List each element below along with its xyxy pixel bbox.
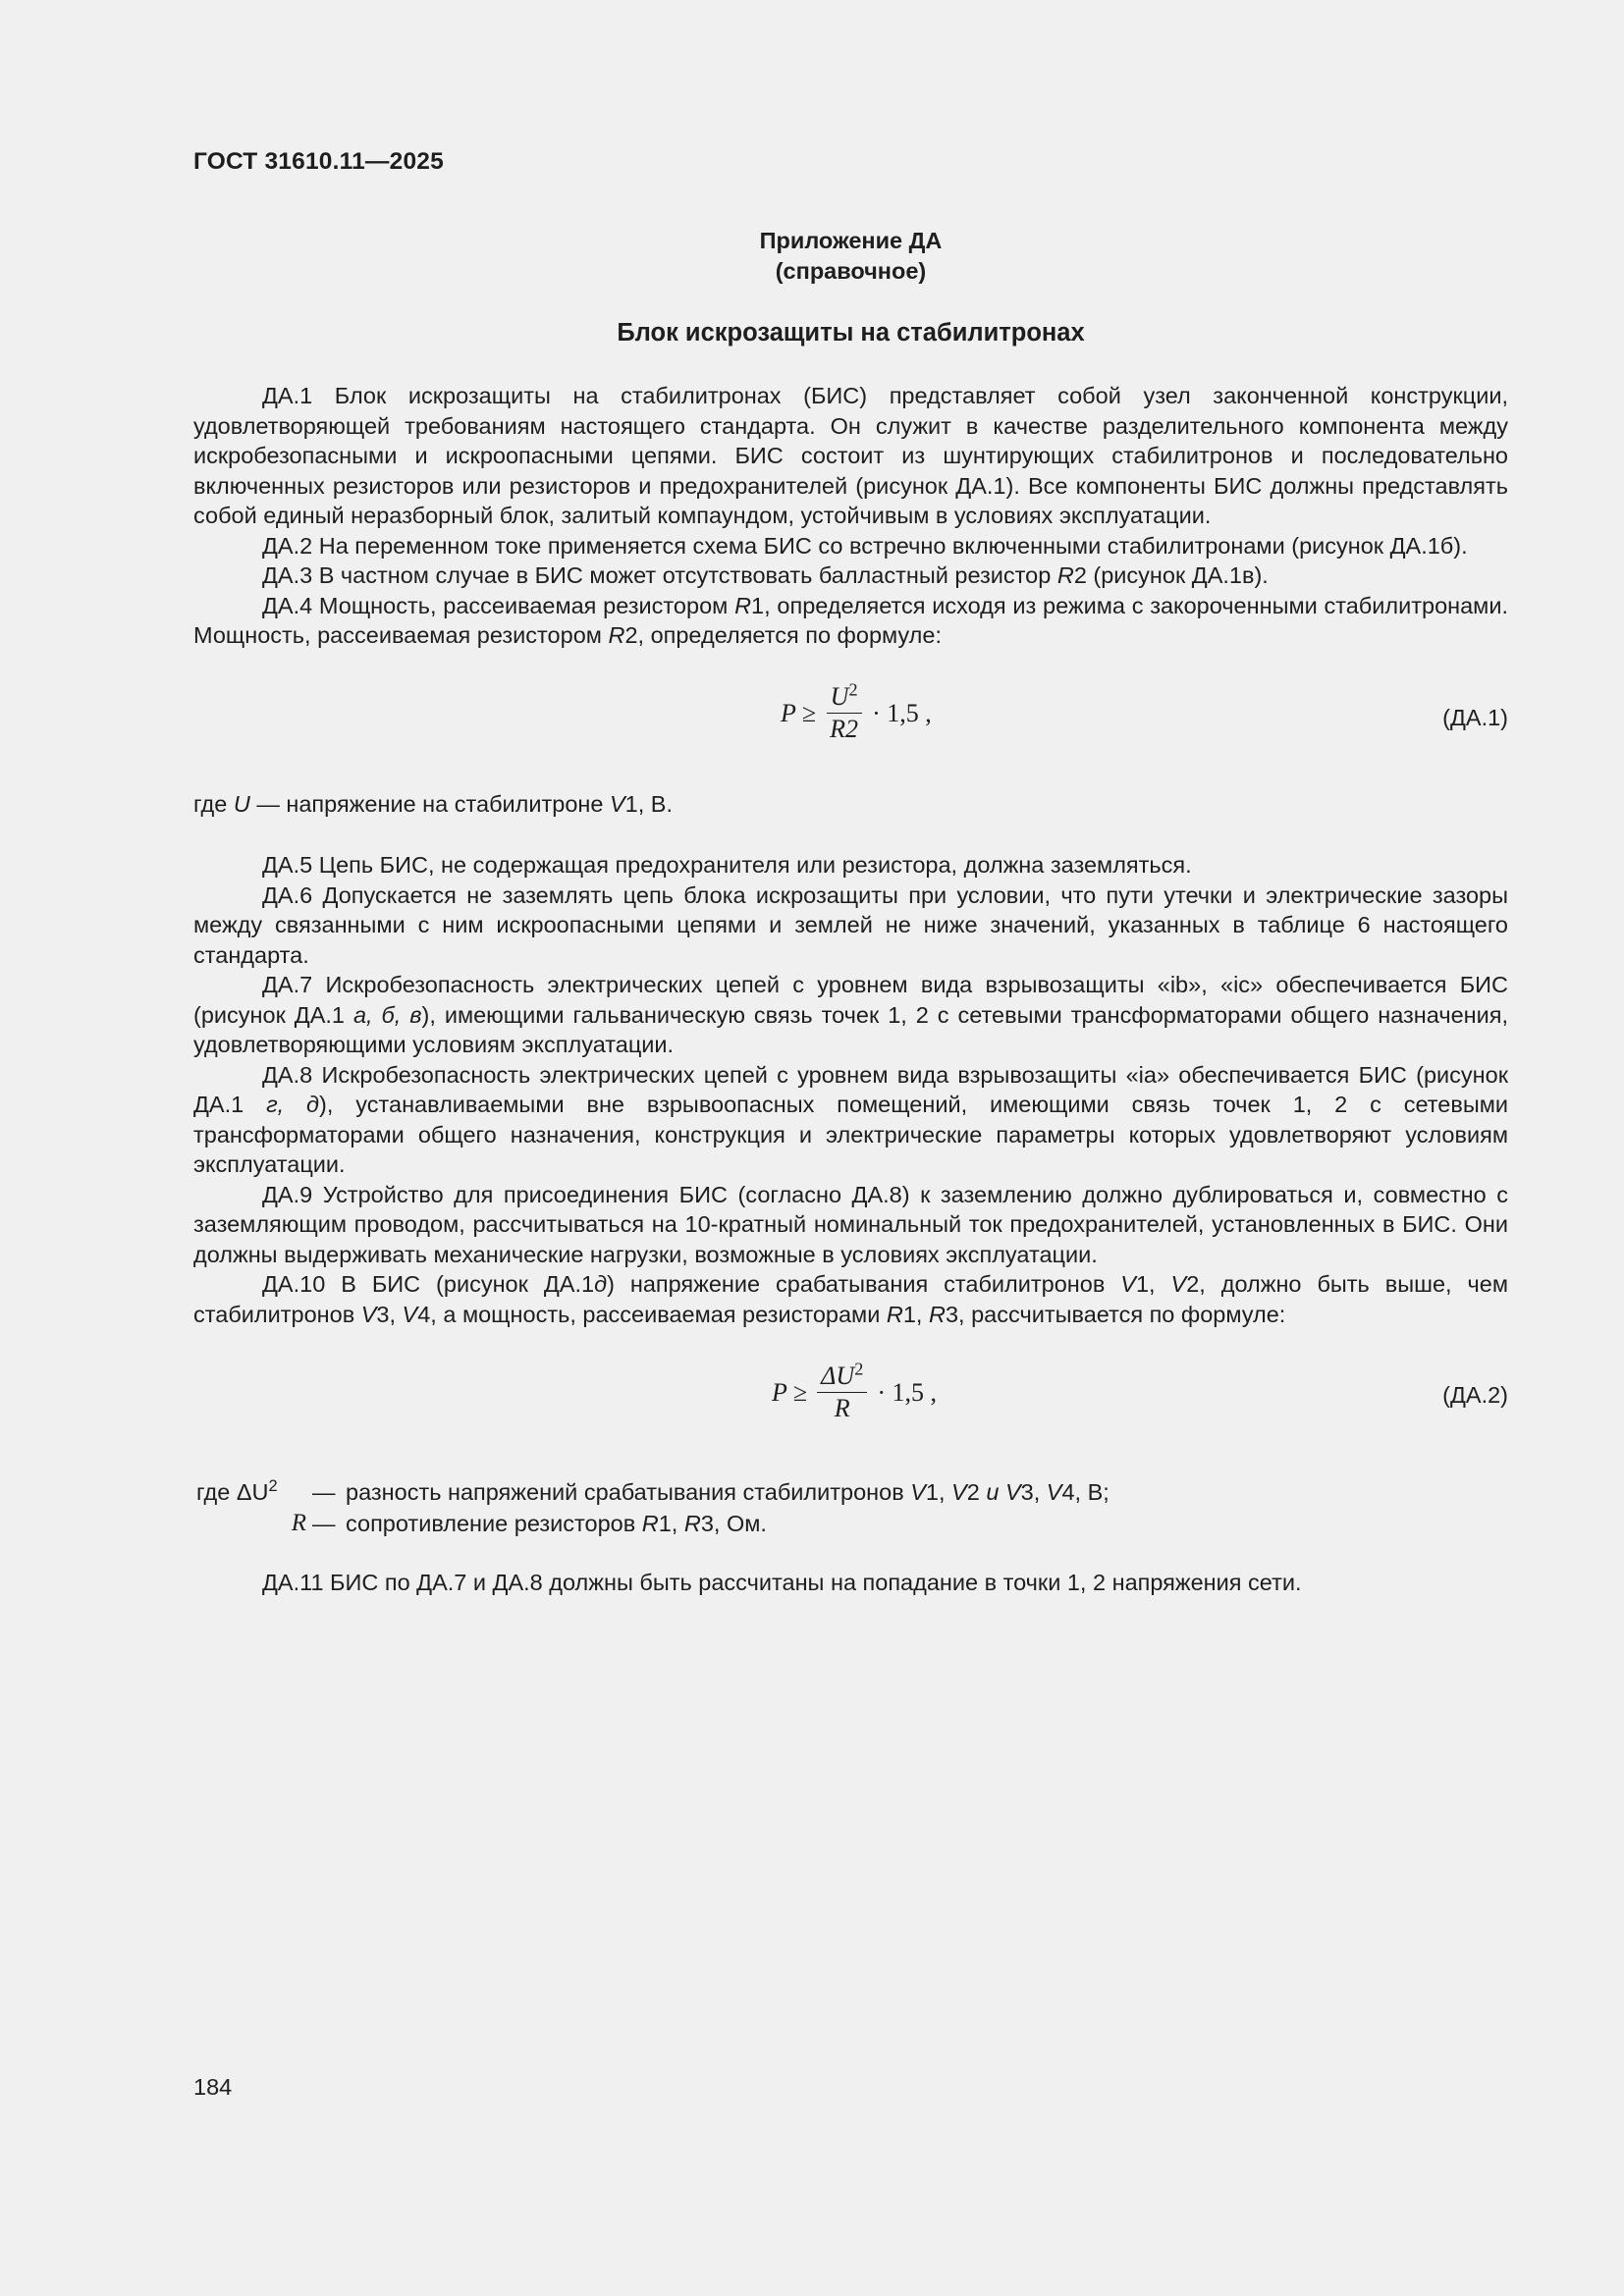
formula-legend-2: [196, 1476, 1110, 1539]
body-block-1: [193, 381, 1508, 651]
fraction: $\frac{\Delta U^2}{R}$: [817, 1362, 867, 1422]
body-block-2: [193, 850, 1508, 1329]
paragraph-da6: ДА.6 Допускается не заземлять цепь блока искрозащиты при условии, что пути утечки и электрические зазоры между связанными с ним искроопасными цепями и землей не ниже значений, указанных в таблице 6 настоящего стандарта.: [193, 881, 1508, 968]
fraction: $\frac{U^2}{R2}$: [826, 683, 862, 743]
annex-heading: [193, 226, 1508, 287]
paragraph-da1: ДА.1 Блок искрозащиты на стабилитронах (БИС) представляет собой узел законченной конструкции, удовлетворяющей требованиям настоящего стандарта. Он служит в качестве разделительного компонента между искробезопасными и искроопасными цепями. БИС состоит из шунтирующих стабилитронов и последовательно включенных резисторов или резисторов и предохранителей (рисунок ДА.1). Все компоненты БИС должны представлять собой единый неразборный блок, залитый компаундом, устойчивым в условиях эксплуатации.: [193, 383, 1508, 528]
page-number: 184: [193, 2074, 233, 2100]
paragraph-da9: ДА.9 Устройство для присоединения БИС (согласно ДА.8) к заземлению должно дублироваться и, совместно с заземляющим проводом, рассчитываться на 10-кратный номинальный ток предохранителей, установленных в БИС. Они должны выдерживать механические нагрузки, возможные в условиях эксплуатации.: [193, 1181, 1508, 1267]
formula-da2: P ≥ $\frac{\Delta U^2}{R}$ · 1,5 ,: [772, 1359, 937, 1422]
body-block-3: [193, 1568, 1508, 1598]
paragraph-da2: ДА.2 На переменном токе применяется схема БИС со встречно включенными стабилитронами (рисунок ДА.1б).: [262, 532, 1468, 559]
equation-number-da1: (ДА.1): [1442, 705, 1508, 730]
legend-row-delta-u: где $\Delta U^2$ — разность напряжений срабатывания стабилитронов V1, V2 и V3, V4, В;: [196, 1477, 1110, 1505]
paragraph-da3: ДА.3 В частном случае в БИС может отсутствовать балластный резистор R2 (рисунок ДА.1в).: [262, 562, 1269, 588]
paragraph-da7: ДА.7 Искробезопасность электрических цепей с уровнем вида взрывозащиты «ib», «ic» обеспечивается БИС (рисунок ДА.1 а, б, в), имеющими гальваническую связь точек 1, 2 с сетевыми трансформаторами общего назначения, удовлетворяющими условиям эксплуатации.: [193, 972, 1509, 1057]
paragraph-da4: ДА.4 Мощность, рассеиваемая резистором R1, определяется исходя из режима с закороченными стабилитронами. Мощность, рассеиваемая резистором R2, определяется по формуле:: [193, 592, 1508, 648]
legend-row-r: R — сопротивление резисторов R1, R3, Ом.: [291, 1510, 767, 1536]
formula-da1: P ≥ $\frac{U^2}{R2}$ · 1,5 ,: [781, 679, 932, 743]
annex-type: (справочное): [775, 258, 927, 284]
paragraph-da10: ДА.10 В БИС (рисунок ДА.1д) напряжение срабатывания стабилитронов V1, V2, должно быть выше, чем стабилитронов V3, V4, а мощность, рассеиваемая резисторами R1, R3, рассчитывается по формуле:: [193, 1271, 1508, 1327]
document-header: ГОСТ 31610.11—2025: [193, 148, 444, 175]
paragraph-da11: ДА.11 БИС по ДА.7 и ДА.8 должны быть рассчитаны на попадание в точки 1, 2 напряжения сети.: [262, 1570, 1302, 1595]
annex-title: Приложение ДА: [759, 228, 943, 253]
equation-number-da2: (ДА.2): [1442, 1382, 1508, 1408]
paragraph-da5: ДА.5 Цепь БИС, не содержащая предохранителя или резистора, должна заземляться.: [262, 852, 1192, 878]
formula-legend-1: где U — напряжение на стабилитроне V1, В.: [193, 791, 673, 817]
section-title: Блок искрозащиты на стабилитронах: [617, 319, 1085, 347]
paragraph-da8: ДА.8 Искробезопасность электрических цепей с уровнем вида взрывозащиты «ia» обеспечивается БИС (рисунок ДА.1 г, д), устанавливаемыми вне взрывоопасных помещений, имеющими связь точек 1, 2 с сетевыми трансформаторами общего назначения, конструкция и электрические параметры которых удовлетворяют условиям эксплуатации.: [193, 1061, 1509, 1177]
